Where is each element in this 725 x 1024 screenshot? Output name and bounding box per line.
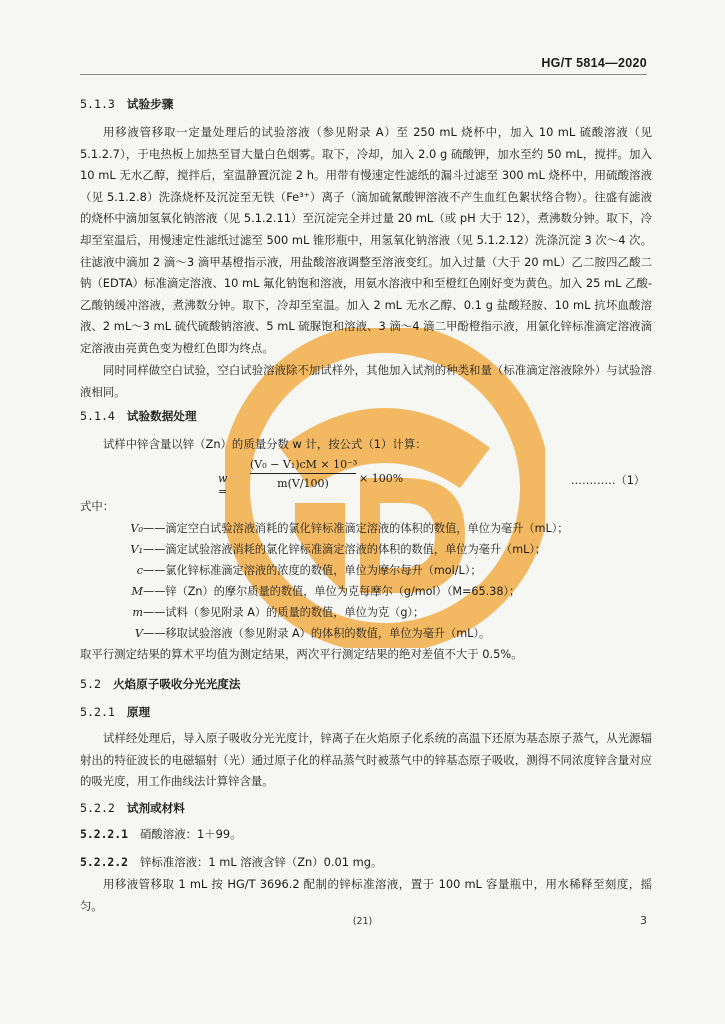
clause-5-2-2-1 <box>80 826 242 842</box>
variable-symbol: V₀ <box>130 522 143 535</box>
variable-description: ——氯化锌标准滴定溶液的浓度的数值，单位为摩尔每升（mol/L）； <box>143 564 482 577</box>
variable-symbol: V₁ <box>130 543 143 556</box>
variable-symbol: c <box>136 564 143 577</box>
variable-symbol: m <box>132 606 143 619</box>
section-number: 5.1.4 <box>80 409 115 423</box>
variable-definition <box>103 520 568 536</box>
formula-intro: 试样中锌含量以锌（Zn）的质量分数 w 计，按公式（1）计算： <box>103 437 427 451</box>
section-number: 5.2.1 <box>80 705 115 719</box>
clause-number: 5.2.2.2 <box>80 855 129 869</box>
where-label: 式中： <box>80 499 115 513</box>
formula-lhs: w = <box>218 472 228 498</box>
footer-seq: (21) <box>352 916 373 927</box>
variable-symbol: M <box>131 585 143 598</box>
variable-definition <box>103 625 490 641</box>
formula-tail: × 100% <box>359 472 404 485</box>
section-title: 原理 <box>126 705 151 719</box>
variable-symbol: V <box>134 627 143 640</box>
standard-number: HG/T 5814—2020 <box>541 56 647 70</box>
variable-description: ——锌（Zn）的摩尔质量的数值，单位为克每摩尔（g/mol）（M=65.38）； <box>143 585 521 598</box>
clause-5-2-2-2 <box>80 854 382 870</box>
section-number: 5.1.3 <box>80 97 115 111</box>
formula-numerator: (V₀ − V₁)cM × 10⁻³ <box>250 458 356 474</box>
variable-description: ——滴定空白试验溶液消耗的氯化锌标准滴定溶液的体积的数值，单位为毫升（mL）； <box>143 522 569 535</box>
section-title: 试剂或材料 <box>126 801 185 815</box>
equation-number: …………（1） <box>570 474 645 487</box>
formula-denominator: m(V/100) <box>277 477 329 490</box>
clause-text: 锌标准溶液：1 mL 溶液含锌（Zn）0.01 mg。 <box>140 855 383 869</box>
section-title: 试验步骤 <box>126 97 174 111</box>
heading-5-2-2 <box>80 800 185 816</box>
clause-number: 5.2.2.1 <box>80 827 129 841</box>
paragraph-principle: 试样经处理后，导入原子吸收分光光度计，锌离子在火焰原子化系统的高温下还原为基态原子蒸气，从光源辐射出的特征波长的电磁辐射（光）通过原子化的样品蒸气时被蒸气中的锌基态原子吸收，测得不同浓度锌含量对应的吸光度，用工作曲线法计算锌含量。 <box>80 731 652 789</box>
variable-definition <box>103 562 482 578</box>
paragraph-zinc-standard: 用移液管移取 1 mL 按 HG/T 3696.2 配制的锌标准溶液，置于 100 mL 容量瓶中，用水稀释至刻度，摇匀。 <box>80 877 652 913</box>
heading-5-2 <box>80 676 241 692</box>
variable-description: ——移取试验溶液（参见附录 A）的体积的数值，单位为毫升（mL）。 <box>143 627 491 640</box>
variable-description: ——试料（参见附录 A）的质量的数值，单位为克（g）； <box>143 606 425 619</box>
section-number: 5.2 <box>80 677 101 691</box>
header-rule <box>80 74 647 75</box>
clause-text: 硝酸溶液：1＋99。 <box>140 827 242 841</box>
variable-description: ——滴定试验溶液消耗的氯化锌标准滴定溶液的体积的数值，单位为毫升（mL）； <box>143 543 547 556</box>
section-title: 试验数据处理 <box>126 409 197 423</box>
section-number: 5.2.2 <box>80 801 115 815</box>
paragraph-procedure: 用移液管移取一定量处理后的试验溶液（参见附录 A）至 250 mL 烧杯中，加入 10 mL 硫酸溶液（见 5.1.2.7），于电热板上加热至冒大量白色烟雾。取下，冷却，加入 2.0 g 硫酸钾，加水至约 50 mL，搅拌。加入 10 mL 无水乙醇，搅拌后，室温静置沉淀 2 h。用带有慢速定性滤纸的漏斗过滤至 300 mL 烧杯中，用硫酸溶液（见 5.1.2.8）洗涤烧杯及沉淀至无铁（Fe³⁺）离子（滴加硫氰酸钾溶液不产生血红色絮状络合物）。往盛有滤液的烧杯中滴加氢氧化钠溶液（见 5.1.2.11）至沉淀完全并过量 20 mL（或 pH 大于 12），煮沸数分钟。取下，冷却至室温后，用慢速定性滤纸过滤至 500 mL 锥形瓶中，用氢氧化钠溶液（见 5.1.2.12）洗涤沉淀 3 次～4 次。往滤液中滴加 2 滴～3 滴甲基橙指示液，用盐酸溶液调整至溶液变红。加入过量（大于 20 mL）乙二胺四乙酸二钠（EDTA）标准滴定溶液、10 mL 氟化钠饱和溶液，用氨水溶液中和至橙红色刚好变为黄色。加入 25 mL 乙酸-乙酸钠缓冲溶液，煮沸数分钟。取下，冷却至室温。加入 2 mL 无水乙醇、0.1 g 盐酸羟胺、10 mL 抗坏血酸溶液、2 mL～3 mL 硫代硫酸钠溶液、5 mL 硫脲饱和溶液、3 滴～4 滴二甲酚橙指示液，用氯化锌标准滴定溶液滴定溶液由亮黄色变为橙红色即为终点。 <box>80 125 652 355</box>
variable-definition <box>103 583 520 599</box>
page-number: 3 <box>640 914 647 927</box>
heading-5-1-4 <box>80 408 196 424</box>
heading-5-1-3 <box>80 96 173 112</box>
paragraph-blank-test: 同时同样做空白试验，空白试验溶液除不加试样外，其他加入试剂的种类和量（标准滴定溶液除外）与试验溶液相同。 <box>80 363 652 399</box>
variable-definition <box>103 541 546 557</box>
result-statement: 取平行测定结果的算术平均值为测定结果，两次平行测定结果的绝对差值不大于 0.5%。 <box>80 647 523 661</box>
section-title: 火焰原子吸收分光光度法 <box>112 677 241 691</box>
heading-5-2-1 <box>80 704 150 720</box>
variable-definition <box>103 604 424 620</box>
